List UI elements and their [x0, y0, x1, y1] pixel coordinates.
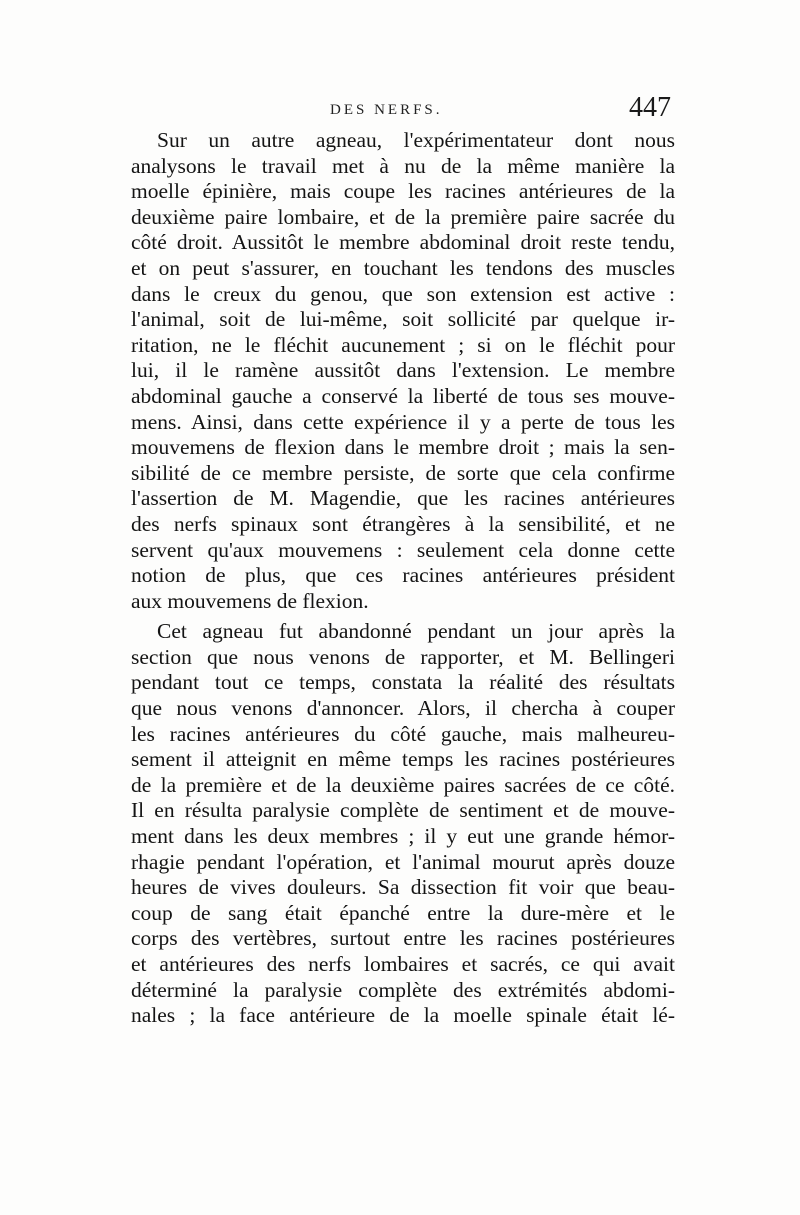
text-line: Il en résulta paralysie complète de sentiment et de mouve-: [131, 798, 675, 823]
text-line: aux mouvemens de flexion.: [131, 588, 369, 613]
text-line: abdominal gauche a conservé la liberté de tous ses mouve-: [131, 383, 675, 408]
text-line: les racines antérieures du côté gauche, mais malheureu-: [131, 721, 675, 746]
text-line: sement il atteignit en même temps les racines postérieures: [131, 747, 675, 772]
text-line: côté droit. Aussitôt le membre abdominal droit reste tendu,: [131, 230, 675, 255]
text-line: l'assertion de M. Magendie, que les racines antérieures: [131, 486, 675, 511]
text-line: analysons le travail met à nu de la même manière la: [131, 153, 675, 178]
text-line: ment dans les deux membres ; il y eut une grande hémor-: [131, 824, 675, 849]
text-line: déterminé la paralysie complète des extrémités abdomi-: [131, 977, 675, 1002]
text-line: et on peut s'assurer, en touchant les tendons des muscles: [131, 255, 675, 280]
text-line: mouvemens de flexion dans le membre droit ; mais la sen-: [131, 435, 675, 460]
text-line: deuxième paire lombaire, et de la première paire sacrée du: [131, 204, 675, 229]
text-line: lui, il le ramène aussitôt dans l'extension. Le membre: [131, 358, 675, 383]
paragraph-2: [131, 619, 675, 1029]
text-line: et antérieures des nerfs lombaires et sacrés, ce qui avait: [131, 952, 675, 976]
text-line: nales ; la face antérieure de la moelle spinale était lé-: [131, 1003, 675, 1028]
text-line: mens. Ainsi, dans cette expérience il y a perte de tous les: [131, 409, 675, 434]
text-line: ritation, ne le fléchit aucunement ; si on le fléchit pour: [131, 332, 675, 357]
text-line: servent qu'aux mouvemens : seulement cela donne cette: [131, 537, 675, 562]
text-line: que nous venons d'annoncer. Alors, il chercha à couper: [131, 696, 675, 721]
text-line: section que nous venons de rapporter, et M. Bellingeri: [131, 644, 675, 669]
text-line: de la première et de la deuxième paires sacrées de ce côté.: [131, 772, 675, 797]
text-line: moelle épinière, mais coupe les racines antérieures de la: [131, 179, 675, 204]
body-text: [131, 128, 675, 1029]
page-number: 447: [629, 92, 671, 123]
text-line: heures de vives douleurs. Sa dissection fit voir que beau-: [131, 875, 675, 900]
paragraph-1: [131, 128, 675, 614]
text-line: rhagie pendant l'opération, et l'animal mourut après douze: [131, 849, 675, 874]
text-line: coup de sang était épanché entre la dure-mère et le: [131, 900, 675, 925]
text-line: des nerfs spinaux sont étrangères à la sensibilité, et ne: [131, 511, 675, 536]
text-line: dans le creux du genou, que son extension est active :: [131, 281, 675, 306]
text-line: Sur un autre agneau, l'expérimentateur dont nous: [157, 128, 675, 152]
page-header: [130, 92, 675, 126]
text-line: corps des vertèbres, surtout entre les racines postérieures: [131, 926, 675, 951]
text-line: l'animal, soit de lui-même, soit sollicité par quelque ir-: [131, 307, 675, 332]
text-line: sibilité de ce membre persiste, de sorte que cela confirme: [131, 460, 675, 485]
running-head: DES NERFS.: [330, 102, 443, 118]
text-line: pendant tout ce temps, constata la réalité des résultats: [131, 670, 675, 695]
text-line: Cet agneau fut abandonné pendant un jour après la: [157, 619, 675, 644]
text-line: notion de plus, que ces racines antérieures président: [131, 563, 675, 588]
